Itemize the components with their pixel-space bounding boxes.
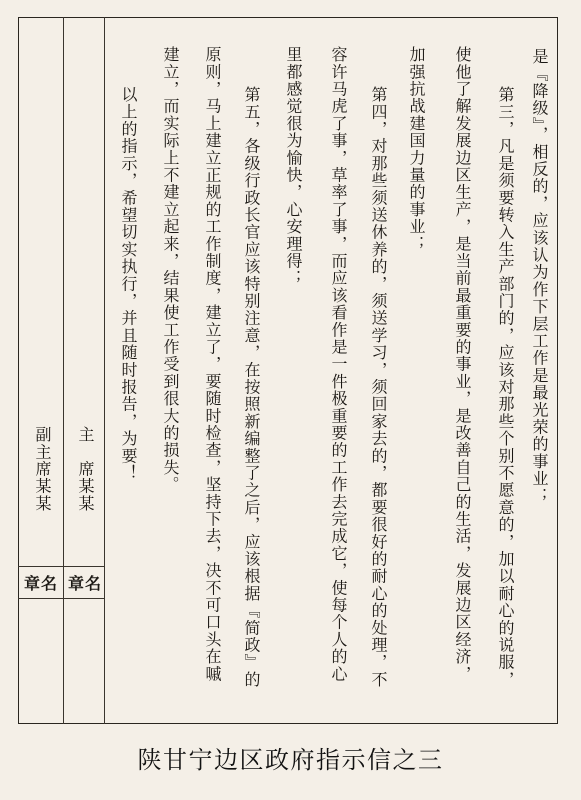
text-column-11: 以上的指示，希望切实执行，并且随时报告，为要！ <box>119 86 138 482</box>
text-column-2: 第三，凡是须要转入生产部门的，应该对那些个别不愿意的，加以耐心的说服， <box>496 86 515 688</box>
signature-vice-chairman: 副主席某某 <box>33 426 52 512</box>
text-column-5: 第四，对那些须送休养的，须送学习，须回家去的，都要很好的耐心的处理，不 <box>369 86 388 688</box>
stamp-vice-chairman: 章名 <box>23 574 58 593</box>
text-column-1: 是『降级』，相反的，应该认为作下层工作是最光荣的事业； <box>530 48 549 505</box>
text-column-9: 原则，马上建立正规的工作制度，建立了，要随时检查，坚持下去，决不可口头在嘁 <box>203 46 222 683</box>
text-column-3: 使他了解发展边区生产，是当前最重要的事业，是改善自己的生活，发展边区经济， <box>453 46 472 683</box>
text-column-10: 建立，而实际上不建立起来，结果使工作受到很大的损失。 <box>161 46 180 494</box>
text-column-6: 容许马虎了事，草率了事，而应该看作是一件极重要的工作去完成它，使每个人的心 <box>329 46 348 683</box>
column-divider <box>104 17 105 724</box>
text-column-4: 加强抗战建国力量的事业； <box>407 46 426 253</box>
text-column-7: 里都感觉很为愉快，心安理得； <box>284 46 303 287</box>
stamp-chairman: 章名 <box>67 574 102 593</box>
page-caption: 陕甘宁边区政府指示信之三 <box>137 746 444 774</box>
text-column-8: 第五，各级行政长官应该特别注意，在按照新编整了之后，应该根据『简政』的 <box>242 86 261 688</box>
signature-chairman: 主 席某某 <box>76 426 95 512</box>
column-divider <box>63 17 64 724</box>
